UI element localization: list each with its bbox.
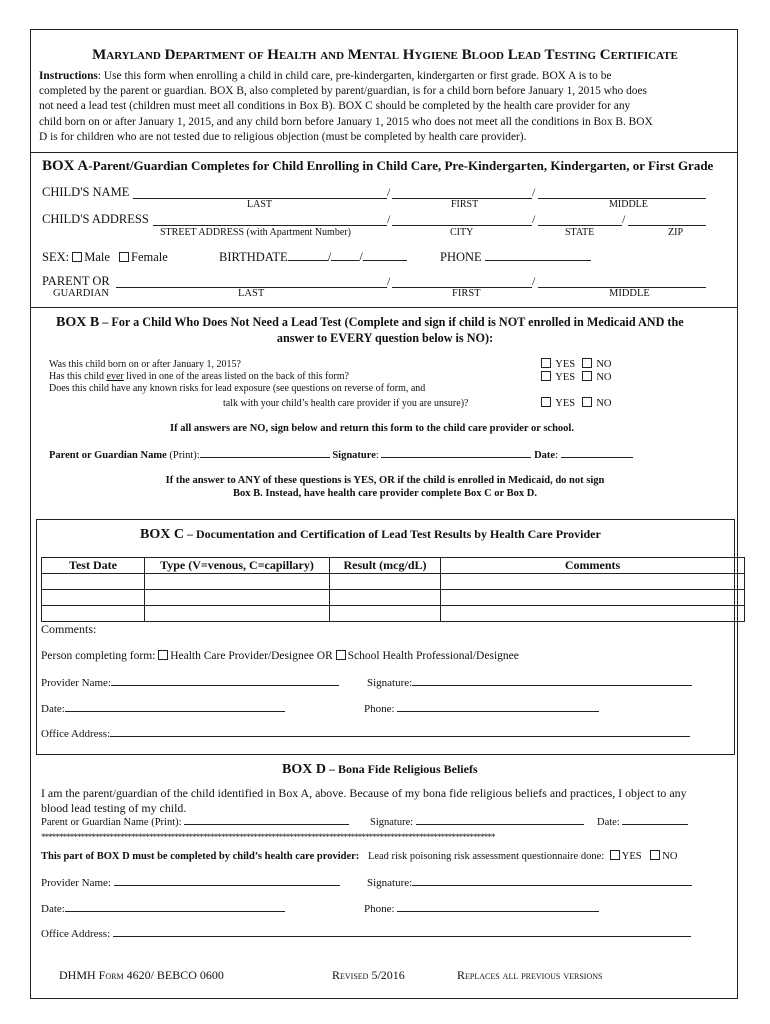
table-cell[interactable] [145,574,330,590]
box-d-provider-row [41,877,340,889]
q3-no-checkbox[interactable] [582,397,592,407]
street-caption: STREET ADDRESS (with Apartment Number) [160,227,351,238]
signature-label: Signature: [367,677,413,689]
statement-line: I am the parent/guardian of the child identified in Box A, above. Because of my bona fide religious beliefs and practices, I object to any [41,786,687,800]
yes-label: YES [555,398,576,409]
signature-label: Signature [332,450,376,461]
box-d-label: BOX D [282,762,326,777]
q2-yes-checkbox[interactable] [541,371,551,381]
signature-label: Signature: [367,877,413,889]
zip-field[interactable] [628,225,706,226]
box-c-office-row [41,728,690,740]
stars-divider: ****************************************************************************************************************************** [41,832,495,842]
pg-print-label: Parent or Guardian Name (Print): [41,817,182,828]
last-caption: LAST [247,199,272,210]
box-c-border [36,519,735,755]
guardian-label: GUARDIAN [53,288,109,299]
date-label: Date: [41,703,65,715]
phone-field[interactable] [485,260,591,261]
col-result: Result (mcg/dL) [330,558,441,574]
box-a-heading [42,158,713,175]
question-ever: ever [106,371,124,382]
box-b-heading-text: – For a Child Who Does Not Need a Lead Test (Complete and sign if child is NOT enrolled in Medicaid AND the [99,315,684,329]
question-lived [49,371,425,383]
middle-caption: MIDDLE [609,288,650,299]
if-yes-instruction-line2: Box B. Instead, have health care provider complete Box C or Box D. [232,488,537,499]
phone-label: PHONE [440,250,482,264]
birthdate-month-field[interactable] [288,260,328,261]
table-cell[interactable] [441,574,745,590]
office-address-label: Office Address: [41,728,111,740]
date-field[interactable] [561,457,633,458]
yes-label: YES [621,851,642,862]
signature-field[interactable] [412,885,692,886]
birthdate-day-field[interactable] [331,260,359,261]
table-cell[interactable] [330,574,441,590]
table-cell[interactable] [42,574,145,590]
q3-yes-checkbox[interactable] [541,397,551,407]
phone-label: Phone: [364,903,395,915]
risk-no-checkbox[interactable] [650,850,660,860]
statement-line: blood lead testing of my child. [41,801,187,815]
box-b-questions [49,359,425,395]
street-field[interactable] [153,225,387,226]
office-address-field[interactable] [113,936,691,937]
box-d-parent-row [41,817,349,828]
box-c-phone-row [364,703,599,715]
date-label: Date: [41,903,65,915]
phone-label: Phone: [364,703,395,715]
q3-answers [541,397,612,409]
table-cell[interactable] [330,606,441,622]
question-text: Has this child [49,371,107,382]
col-test-date: Test Date [42,558,145,574]
state-caption: STATE [565,227,595,238]
table-row [42,574,745,590]
instructions-label: Instructions [39,70,98,82]
instructions-line: : Use this form when enrolling a child in child care, pre-kindergarten, kindergarten or first grade. BOX A is to be [97,70,612,82]
question-born: Was this child born on or after January 1, 2015? [49,359,241,370]
slash: / [532,185,536,199]
col-type: Type (V=venous, C=capillary) [145,558,330,574]
instructions-line: D is for children who are not tested due to religious objection (must be completed by health care provider). [39,130,527,143]
table-cell[interactable] [330,590,441,606]
signature-field[interactable] [416,824,584,825]
box-c-heading-text: – Documentation and Certification of Lead Test Results by Health Care Provider [183,527,601,541]
table-header-row [42,558,745,574]
signature-field[interactable] [381,457,531,458]
table-row [42,606,745,622]
question-risks-line2: talk with your child’s health care provider if you are unsure)? [223,398,469,409]
box-d-heading [282,762,478,778]
first-caption: FIRST [452,288,481,299]
yes-label: YES [555,359,576,370]
first-caption: FIRST [451,199,479,210]
pg-name-field[interactable] [200,457,330,458]
provider-name-label: Provider Name: [41,877,111,889]
slash: / [387,212,391,226]
table-cell[interactable] [145,606,330,622]
form-title: Maryland Department of Health and Mental Hygiene Blood Lead Testing Certificate [92,47,678,63]
box-d-phone-row [364,903,599,915]
slash: / [622,212,626,226]
female-label: Female [131,250,168,264]
date-label: Date: [597,817,620,828]
male-label: Male [84,250,110,264]
office-address-label: Office Address: [41,928,111,940]
box-b-heading-line2: answer to EVERY question below is NO): [276,331,494,345]
provider-name-field[interactable] [111,685,339,686]
lead-test-table [41,557,745,622]
divider [31,152,737,153]
middle-caption: MIDDLE [609,199,648,210]
yes-label: YES [555,372,576,383]
box-d-heading-text: – Bona Fide Religious Beliefs [325,762,478,776]
last-caption: LAST [238,288,265,299]
state-field[interactable] [538,225,622,226]
birthdate-year-field[interactable] [363,260,407,261]
box-d-signature-row [370,817,584,828]
box-a-label: BOX A [42,158,89,174]
hcp-checkbox[interactable] [158,650,168,660]
q2-answers [541,371,612,383]
instructions [39,69,653,145]
risk-yes-checkbox[interactable] [610,850,620,860]
signature-label: Signature: [370,817,414,828]
no-label: NO [596,359,612,370]
no-label: NO [662,851,678,862]
no-label: NO [596,372,612,383]
sex-label: SEX: [42,250,70,264]
box-c-label: BOX C [140,527,184,542]
q2-no-checkbox[interactable] [582,371,592,381]
person-completing-row [41,650,519,662]
city-field[interactable] [392,225,532,226]
box-d-date2-row [41,903,285,915]
school-label: School Health Professional/Designee [347,650,519,662]
box-b-heading [56,315,684,331]
instructions-line: completed by the parent or guardian. BOX B, also completed by parent/guardian, is for a child born before January 1, 2015 who does [39,85,647,98]
hcp-label: Health Care Provider/Designee OR [170,650,336,662]
box-d-date-row [597,817,688,828]
parent-or-label: PARENT OR [42,274,110,288]
box-c-date-row [41,703,285,715]
box-a-heading-text: -Parent/Guardian Completes for Child Enrolling in Child Care, Pre-Kindergarten, Kindergarten, or First Grade [88,158,714,173]
box-b-signature-row: Parent or Guardian Name (Print): Signature: Date: [49,450,633,461]
box-c-signature-row [367,677,692,689]
col-comments: Comments [441,558,745,574]
date-field[interactable] [65,911,285,912]
box-c-heading [140,527,601,543]
table-cell[interactable] [42,590,145,606]
box-b-label: BOX B [56,315,100,330]
question-risks: Does this child have any known risks for lead exposure (see questions on reverse of form, and [49,383,426,394]
provider-name-label: Provider Name: [41,677,111,689]
pg-name-label: Parent or Guardian Name [49,450,167,461]
office-address-field[interactable] [110,736,690,737]
birthdate-row: BIRTHDATE / / [219,250,407,265]
divider [31,307,737,308]
date-field[interactable] [65,711,285,712]
table-cell[interactable] [42,606,145,622]
question-text: lived in one of the areas listed on the back of this form? [123,371,349,382]
footer-revised: Revised 5/2016 [332,968,405,982]
box-d-office-row [41,928,691,940]
footer-form-number: DHMH Form 4620/ BEBCO 0600 [59,968,224,982]
zip-caption: ZIP [668,227,683,238]
slash: / [387,185,391,199]
box-c-comments-label: Comments: [41,622,97,636]
date-field[interactable] [622,824,688,825]
female-checkbox[interactable] [119,252,129,262]
if-no-instruction: If all answers are NO, sign below and return this form to the child care provider or school. [170,423,574,434]
instructions-line: not need a lead test (children must meet all conditions in Box B). BOX C should be completed by the health care provider for any [39,100,631,113]
phone-field[interactable] [397,711,599,712]
table-cell[interactable] [441,590,745,606]
table-row [42,590,745,606]
sex-row [42,250,168,265]
child-name-label: CHILD'S NAME [42,185,130,199]
pg-name-field[interactable] [184,824,349,825]
date-label: Date [534,450,556,461]
provider-name-field[interactable] [114,885,340,886]
box-c-provider-row [41,677,339,689]
box-d-signature2-row [367,877,692,889]
q1-no-checkbox[interactable] [582,358,592,368]
hcp-part-label: This part of BOX D must be completed by child’s health care provider: [41,851,360,862]
signature-field[interactable] [412,685,692,686]
if-yes-instruction: If the answer to ANY of these questions is YES, OR if the child is enrolled in Medicaid, do not sign [165,475,605,486]
q1-yes-checkbox[interactable] [541,358,551,368]
box-d-statement [41,786,687,816]
table-cell[interactable] [145,590,330,606]
q1-answers [541,358,612,370]
slash: / [532,212,536,226]
print-label: (Print): [169,450,200,461]
child-address-label: CHILD'S ADDRESS [42,212,149,226]
phone-row [440,250,591,265]
no-label: NO [596,398,612,409]
school-checkbox[interactable] [336,650,346,660]
male-checkbox[interactable] [72,252,82,262]
person-label: Person completing form: [41,650,159,662]
table-cell[interactable] [441,606,745,622]
phone-field[interactable] [397,911,599,912]
birthdate-label: BIRTHDATE [219,250,288,264]
slash: / [532,274,536,288]
instructions-line: child born on or after January 1, 2015, and any child born before January 1, 2015 who does not meet all the conditions in Box B. BOX [39,115,653,128]
slash: / [387,274,391,288]
hcp-part-row [41,850,677,862]
city-caption: CITY [450,227,474,238]
risk-question: Lead risk poisoning risk assessment questionnaire done: [367,851,605,862]
footer-replaces: Replaces all previous versions [457,968,603,982]
